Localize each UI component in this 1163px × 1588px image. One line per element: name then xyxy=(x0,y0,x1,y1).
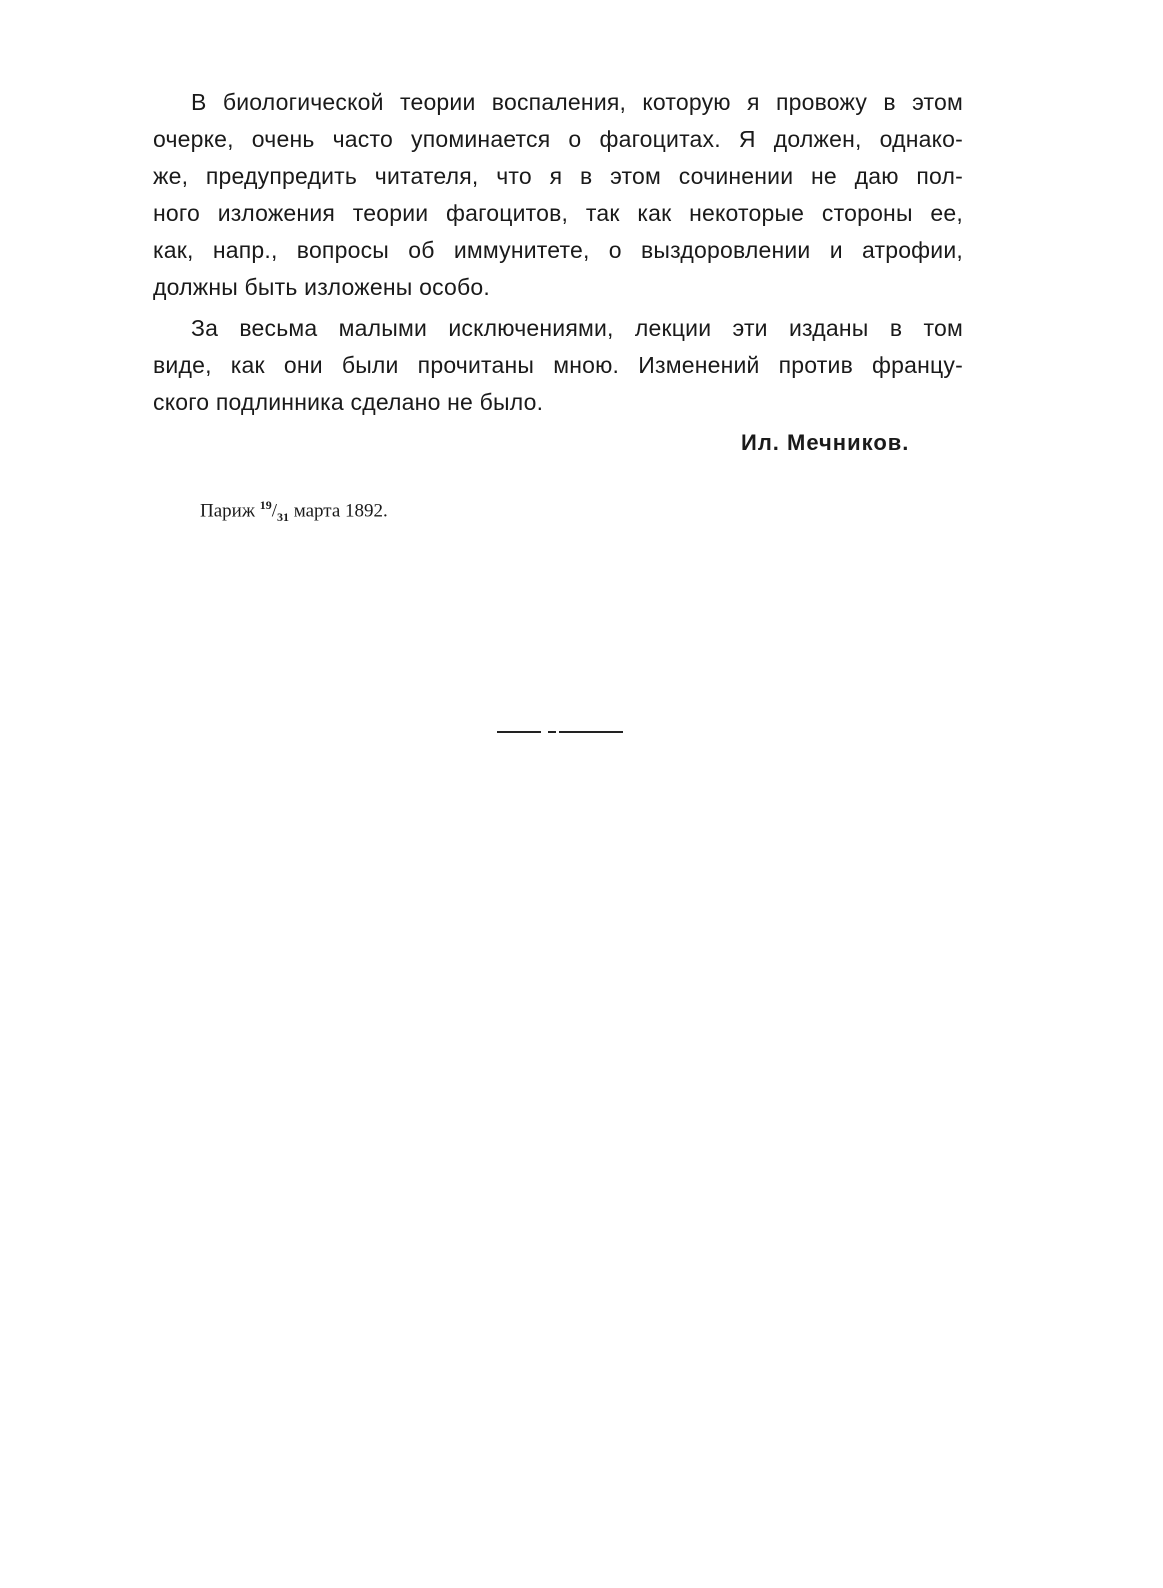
dateline-day-old-style: 19 xyxy=(259,498,272,512)
text-line: ного изложения теории фагоцитов, так как некоторые стороны ее, xyxy=(153,200,963,226)
preface-paragraph-2 xyxy=(153,310,963,421)
place-and-date: Париж $^{19}/_{31}$ марта 1892. xyxy=(200,498,388,525)
text-line: как, напр., вопросы об иммунитете, о выздоровлении и атрофии, xyxy=(153,237,963,263)
dateline-month-year: марта 1892. xyxy=(293,500,388,522)
text-line: За весьма малыми исключениями, лекции эти изданы в том xyxy=(191,315,963,341)
text-line: виде, как они были прочитаны мною. Изменений против францу- xyxy=(153,352,963,378)
text-line: В биологической теории воспаления, которую я провожу в этом xyxy=(191,89,963,115)
text-line: же, предупредить читателя, что я в этом сочинении не даю пол- xyxy=(153,163,963,189)
dateline-day-new-style: 31 xyxy=(276,510,289,525)
section-divider xyxy=(497,731,541,733)
section-divider xyxy=(559,731,623,733)
preface-paragraph-1 xyxy=(153,84,963,306)
author-signature: Ил. Мечников. xyxy=(741,430,910,455)
text-line: очерке, очень часто упоминается о фагоцитах. Я должен, однако- xyxy=(153,126,963,152)
text-line: должны быть изложены особо. xyxy=(153,274,490,300)
dateline-city: Париж xyxy=(200,500,255,522)
section-divider xyxy=(548,731,556,733)
text-line: ского подлинника сделано не было. xyxy=(153,389,544,415)
